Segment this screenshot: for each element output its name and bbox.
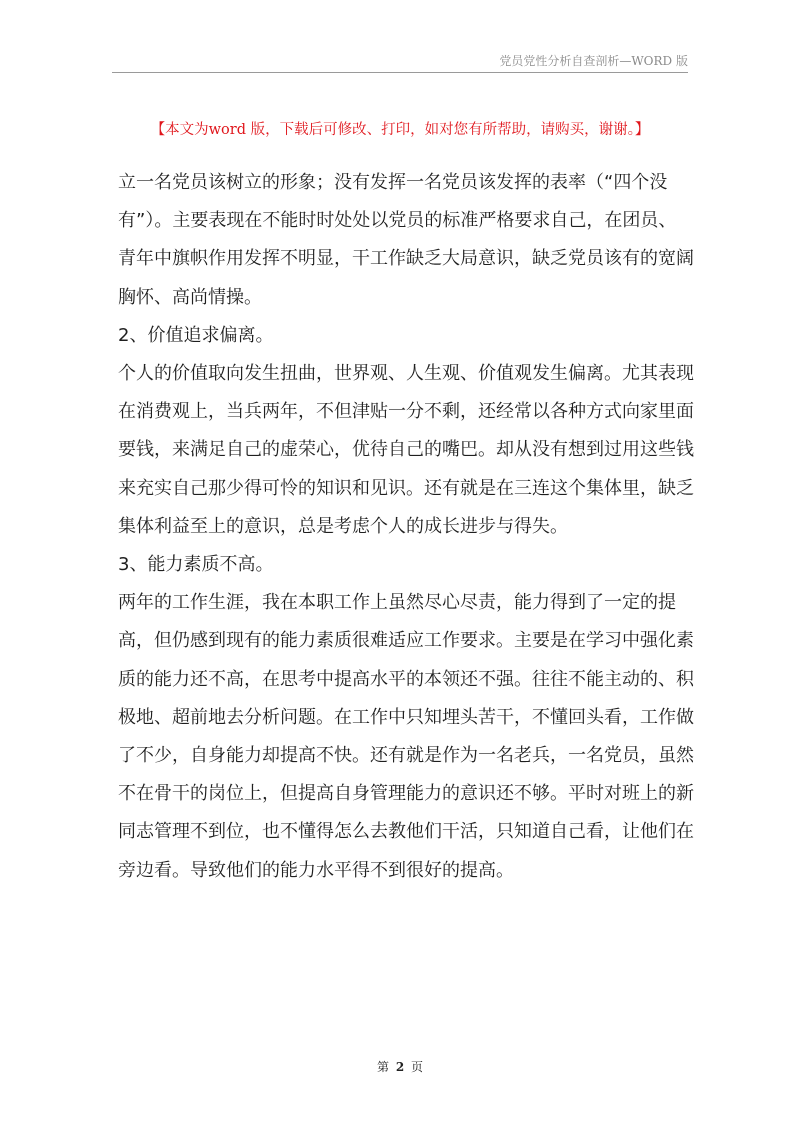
section-heading: 2、价值追求偏离。 (118, 324, 274, 346)
section-heading: 3、能力素质不高。 (118, 554, 274, 576)
body-paragraph: 两年的工作生涯，我在本职工作上虽然尽心尽责，能力得到了一定的提高，但仍感到现有的能力素质很难适应工作要求。主要是在学习中强化素质的能力还不高，在思考中提高水平的本领还不强。往往不能主动的、积极地、超前地去分析问题。在工作中只知埋头苦干，不懂回头看，工作做了不少，自身能力却提高不快。还有就是作为一名老兵，一名党员，虽然不在骨干的岗位上，但提高自身管理能力的意识还不够。平时对班上的新同志管理不到位，也不懂得怎么去教他们干活，只知道自己看，让他们在旁边看。导致他们的能力水平得不到很好的提高。 (118, 592, 694, 881)
page-number: 2 (395, 1060, 405, 1074)
document-body (118, 164, 694, 890)
page-number-prefix: 第 (376, 1060, 389, 1074)
page-footer (0, 1058, 800, 1075)
body-paragraph: 立一名党员该树立的形象；没有发挥一名党员该发挥的表率（“四个没有”）。主要表现在不能时时处处以党员的标准严格要求自己，在团员、青年中旗帜作用发挥不明显，干工作缺乏大局意识，缺乏党员该有的宽阔胸怀、高尚情操。 (118, 172, 694, 308)
page-number-suffix: 页 (411, 1060, 424, 1074)
download-notice: 【本文为word 版，下载后可修改、打印，如对您有所帮助，请购买，谢谢。】 (150, 122, 650, 138)
header-divider (112, 72, 688, 73)
body-paragraph: 个人的价值取向发生扭曲，世界观、人生观、价值观发生偏离。尤其表现在消费观上，当兵两年，不但津贴一分不剩，还经常以各种方式向家里面要钱，来满足自己的虚荣心，优待自己的嘴巴。却从没有想到过用这些钱来充实自己那少得可怜的知识和见识。还有就是在三连这个集体里，缺乏集体利益至上的意识，总是考虑个人的成长进步与得失。 (118, 363, 694, 537)
page-header-title: 党员党性分析自查剖析—WORD 版 (499, 54, 688, 68)
